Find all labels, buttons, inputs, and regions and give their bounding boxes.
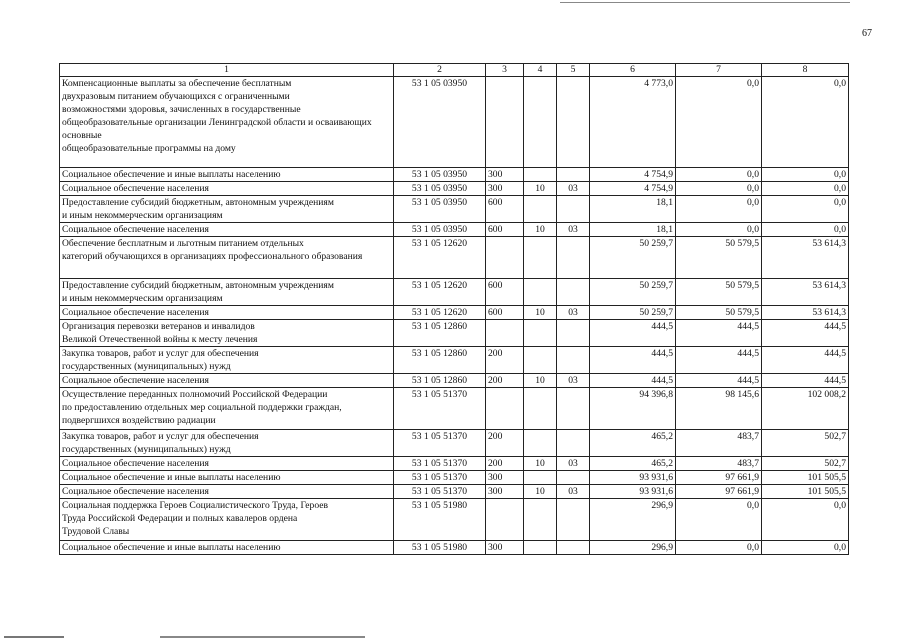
amount-year2-cell: 0,0 [676,182,762,196]
target-code-cell: 53 1 05 51370 [394,388,486,430]
amount-year3-cell: 53 614,3 [762,237,849,279]
amount-year2-cell: 0,0 [676,77,762,168]
section-cell: 10 [524,485,557,499]
expense-type-cell: 200 [486,430,524,457]
section-cell: 10 [524,306,557,320]
subsection-cell: 03 [557,306,590,320]
target-code-cell: 53 1 05 51980 [394,541,486,555]
expense-type-cell: 300 [486,182,524,196]
table-row [60,279,849,306]
target-code-cell: 53 1 05 03950 [394,223,486,237]
subsection-cell [557,168,590,182]
amount-year2-cell: 483,7 [676,430,762,457]
amount-year2-cell: 50 579,5 [676,237,762,279]
table-row [60,77,849,168]
section-cell [524,388,557,430]
expense-type-cell [486,77,524,168]
target-code-cell: 53 1 05 12860 [394,347,486,374]
amount-year1-cell: 444,5 [590,374,676,388]
subsection-cell: 03 [557,223,590,237]
section-cell [524,279,557,306]
amount-year3-cell: 0,0 [762,168,849,182]
subsection-cell: 03 [557,182,590,196]
expense-type-cell: 300 [486,541,524,555]
item-name-cell: Обеспечение бесплатным и льготным питанием отдельных категорий обучающихся в организациях профессионального образования [60,237,394,279]
amount-year1-cell: 50 259,7 [590,237,676,279]
target-code-cell: 53 1 05 03950 [394,196,486,223]
amount-year2-cell: 0,0 [676,499,762,541]
section-cell [524,320,557,347]
section-cell [524,237,557,279]
target-code-cell: 53 1 05 51370 [394,430,486,457]
expense-type-cell: 600 [486,279,524,306]
item-name-cell: Социальное обеспечение населения [60,223,394,237]
subsection-cell: 03 [557,374,590,388]
amount-year2-cell: 50 579,5 [676,306,762,320]
scan-bottom-marks [0,634,905,640]
expense-type-cell: 600 [486,306,524,320]
amount-year1-cell: 4 754,9 [590,168,676,182]
item-name-cell: Социальное обеспечение и иные выплаты населению [60,471,394,485]
amount-year3-cell: 502,7 [762,430,849,457]
scan-mark [4,636,64,638]
target-code-cell: 53 1 05 12620 [394,237,486,279]
subsection-cell [557,347,590,374]
item-name-cell: Закупка товаров, работ и услуг для обеспечения государственных (муниципальных) нужд [60,347,394,374]
target-code-cell: 53 1 05 12860 [394,374,486,388]
page-number: 67 [862,28,872,39]
item-name-cell: Социальная поддержка Героев Социалистического Труда, Героев Труда Российской Федерации и полных кавалеров ордена Трудовой Славы [60,499,394,541]
subsection-cell [557,541,590,555]
target-code-cell: 53 1 05 03950 [394,168,486,182]
section-cell [524,77,557,168]
subsection-cell [557,320,590,347]
expense-type-cell: 600 [486,196,524,223]
section-cell [524,168,557,182]
scan-top-line [560,2,850,3]
amount-year3-cell: 444,5 [762,374,849,388]
expense-type-cell [486,388,524,430]
subsection-cell [557,196,590,223]
column-header: 8 [762,64,849,77]
column-header: 2 [394,64,486,77]
table-row [60,430,849,457]
subsection-cell [557,471,590,485]
amount-year1-cell: 94 396,8 [590,388,676,430]
expense-type-cell: 300 [486,485,524,499]
amount-year2-cell: 0,0 [676,196,762,223]
amount-year3-cell: 0,0 [762,196,849,223]
section-cell [524,196,557,223]
amount-year3-cell: 53 614,3 [762,279,849,306]
section-cell [524,541,557,555]
amount-year1-cell: 18,1 [590,223,676,237]
item-name-cell: Компенсационные выплаты за обеспечение бесплатным двухразовым питанием обучающихся с ограниченными возможностями здоровья, зачисленных в государственные общеобразовательные организации Ленинградской области и осваивающих основные общеобразовательные программы на дому [60,77,394,168]
column-header: 6 [590,64,676,77]
budget-table [59,63,849,555]
amount-year2-cell: 444,5 [676,374,762,388]
expense-type-cell [486,499,524,541]
item-name-cell: Социальное обеспечение населения [60,457,394,471]
column-header: 7 [676,64,762,77]
target-code-cell: 53 1 05 03950 [394,182,486,196]
column-header: 4 [524,64,557,77]
table-row [60,237,849,279]
section-cell [524,347,557,374]
target-code-cell: 53 1 05 51370 [394,457,486,471]
table-row [60,223,849,237]
subsection-cell [557,388,590,430]
header-row [60,64,849,77]
table-row [60,347,849,374]
target-code-cell: 53 1 05 12620 [394,306,486,320]
section-cell: 10 [524,457,557,471]
table-row [60,320,849,347]
table-row [60,182,849,196]
table-row [60,388,849,430]
item-name-cell: Социальное обеспечение и иные выплаты населению [60,541,394,555]
amount-year3-cell: 0,0 [762,499,849,541]
item-name-cell: Организация перевозки ветеранов и инвалидов Великой Отечественной войны к месту лечения [60,320,394,347]
table-row [60,306,849,320]
amount-year2-cell: 97 661,9 [676,471,762,485]
amount-year1-cell: 296,9 [590,541,676,555]
amount-year1-cell: 465,2 [590,457,676,471]
subsection-cell [557,430,590,457]
table-row [60,499,849,541]
table-row [60,485,849,499]
amount-year3-cell: 502,7 [762,457,849,471]
amount-year3-cell: 0,0 [762,223,849,237]
expense-type-cell [486,237,524,279]
item-name-cell: Закупка товаров, работ и услуг для обеспечения государственных (муниципальных) нужд [60,430,394,457]
section-cell: 10 [524,374,557,388]
expense-type-cell: 300 [486,471,524,485]
table-row [60,457,849,471]
expense-type-cell: 200 [486,374,524,388]
scan-mark [160,636,365,638]
amount-year1-cell: 444,5 [590,347,676,374]
amount-year3-cell: 0,0 [762,182,849,196]
table-row [60,541,849,555]
item-name-cell: Предоставление субсидий бюджетным, автономным учреждениям и иным некоммерческим организациям [60,196,394,223]
subsection-cell [557,499,590,541]
amount-year1-cell: 465,2 [590,430,676,457]
amount-year3-cell: 101 505,5 [762,485,849,499]
item-name-cell: Социальное обеспечение населения [60,374,394,388]
item-name-cell: Социальное обеспечение населения [60,306,394,320]
target-code-cell: 53 1 05 12620 [394,279,486,306]
amount-year1-cell: 50 259,7 [590,306,676,320]
amount-year1-cell: 444,5 [590,320,676,347]
amount-year2-cell: 0,0 [676,223,762,237]
expense-type-cell: 200 [486,347,524,374]
amount-year1-cell: 93 931,6 [590,471,676,485]
amount-year3-cell: 102 008,2 [762,388,849,430]
section-cell [524,430,557,457]
table-row [60,196,849,223]
table-row [60,168,849,182]
amount-year2-cell: 444,5 [676,320,762,347]
expense-type-cell [486,320,524,347]
section-cell: 10 [524,182,557,196]
amount-year2-cell: 0,0 [676,541,762,555]
amount-year1-cell: 4 773,0 [590,77,676,168]
column-header: 1 [60,64,394,77]
amount-year2-cell: 98 145,6 [676,388,762,430]
column-header: 5 [557,64,590,77]
amount-year3-cell: 444,5 [762,347,849,374]
amount-year3-cell: 0,0 [762,77,849,168]
amount-year2-cell: 50 579,5 [676,279,762,306]
target-code-cell: 53 1 05 51370 [394,471,486,485]
table-row [60,374,849,388]
amount-year1-cell: 93 931,6 [590,485,676,499]
item-name-cell: Социальное обеспечение и иные выплаты населению [60,168,394,182]
amount-year1-cell: 18,1 [590,196,676,223]
section-cell [524,471,557,485]
subsection-cell [557,237,590,279]
expense-type-cell: 200 [486,457,524,471]
section-cell [524,499,557,541]
target-code-cell: 53 1 05 51370 [394,485,486,499]
subsection-cell [557,77,590,168]
amount-year3-cell: 53 614,3 [762,306,849,320]
subsection-cell: 03 [557,485,590,499]
item-name-cell: Социальное обеспечение населения [60,182,394,196]
subsection-cell: 03 [557,457,590,471]
item-name-cell: Предоставление субсидий бюджетным, автономным учреждениям и иным некоммерческим организациям [60,279,394,306]
amount-year3-cell: 444,5 [762,320,849,347]
column-header: 3 [486,64,524,77]
amount-year1-cell: 296,9 [590,499,676,541]
table-row [60,471,849,485]
target-code-cell: 53 1 05 12860 [394,320,486,347]
section-cell: 10 [524,223,557,237]
amount-year3-cell: 0,0 [762,541,849,555]
amount-year1-cell: 50 259,7 [590,279,676,306]
amount-year2-cell: 444,5 [676,347,762,374]
amount-year2-cell: 0,0 [676,168,762,182]
amount-year2-cell: 97 661,9 [676,485,762,499]
item-name-cell: Осуществление переданных полномочий Российской Федерации по предоставлению отдельных мер социальной поддержки граждан, подвергшихся воздействию радиации [60,388,394,430]
amount-year2-cell: 483,7 [676,457,762,471]
expense-type-cell: 300 [486,168,524,182]
item-name-cell: Социальное обеспечение населения [60,485,394,499]
amount-year1-cell: 4 754,9 [590,182,676,196]
amount-year3-cell: 101 505,5 [762,471,849,485]
expense-type-cell: 600 [486,223,524,237]
target-code-cell: 53 1 05 03950 [394,77,486,168]
subsection-cell [557,279,590,306]
target-code-cell: 53 1 05 51980 [394,499,486,541]
